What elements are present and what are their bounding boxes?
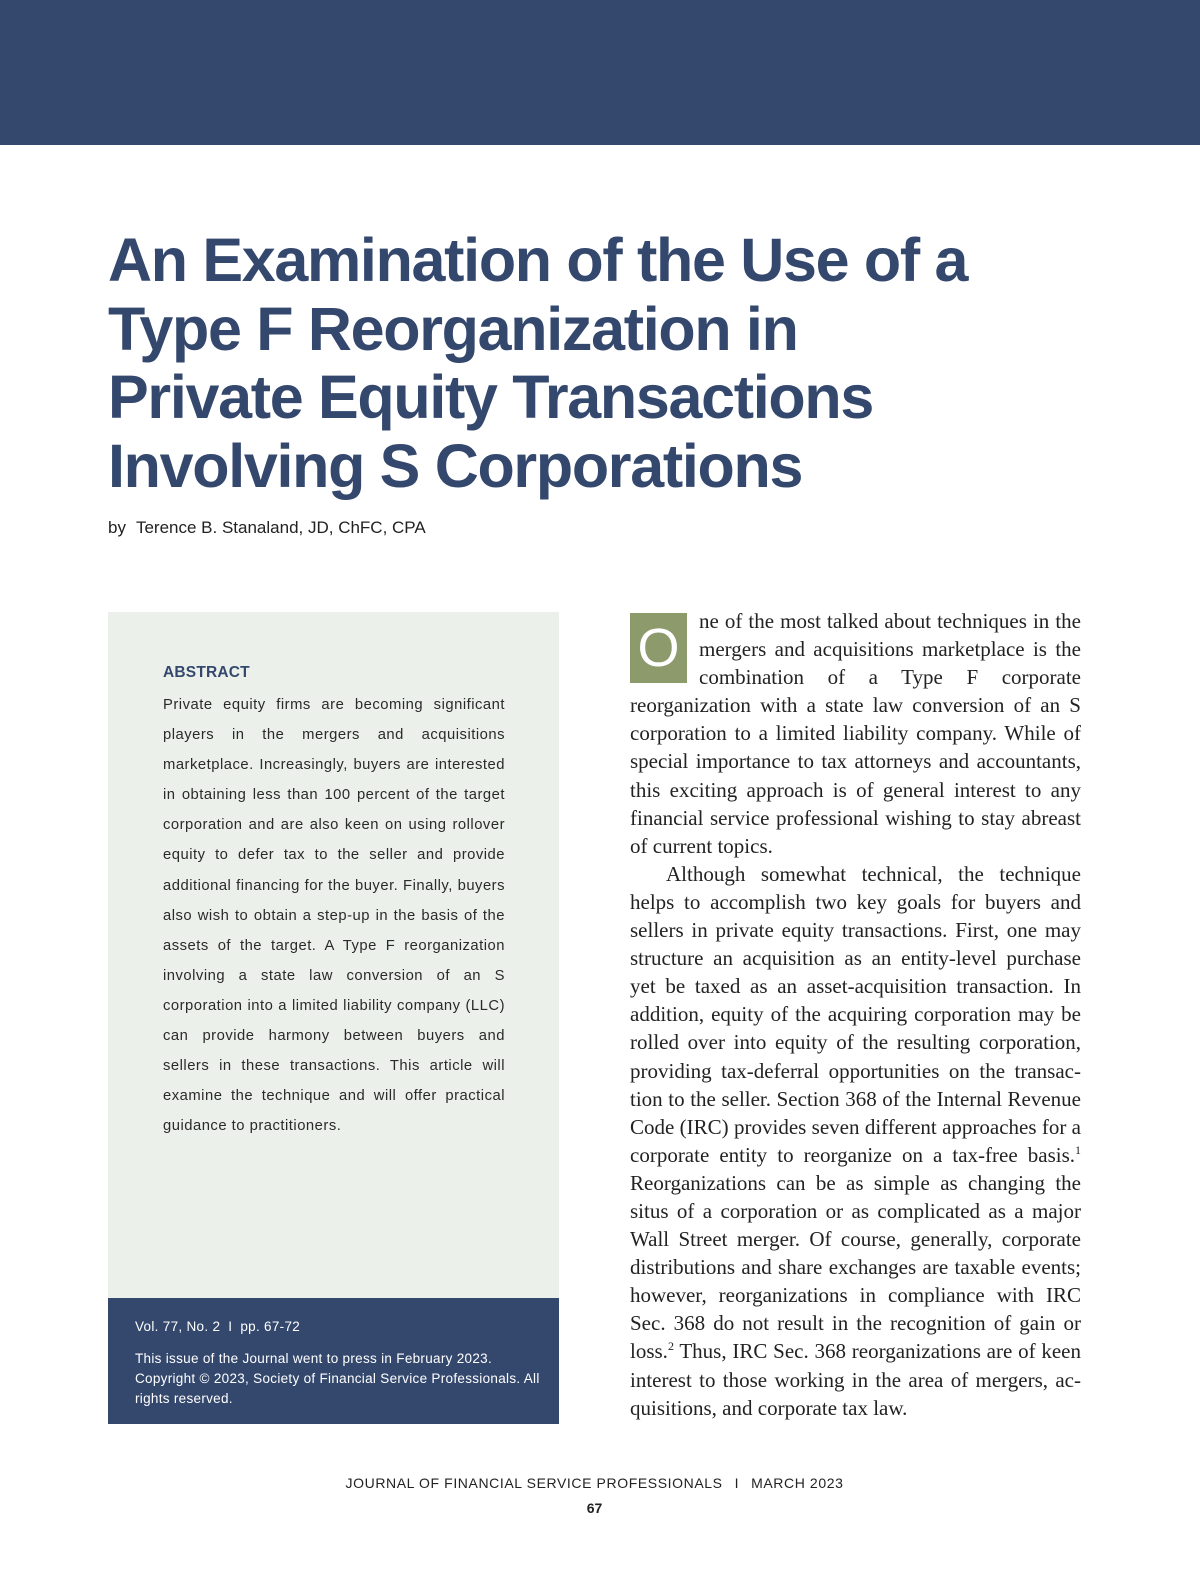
abstract-box (108, 612, 559, 1298)
byline (108, 518, 426, 538)
page-number: 67 (586, 1500, 603, 1516)
abstract-heading: ABSTRACT (163, 664, 250, 681)
issue-separator: I (228, 1319, 233, 1334)
paragraph-text: ne of the most talked about techniques in the mergers and acquisitions marketplace is the combination of a Type F corporate reorganization with a state law conversion of an S corporation to a limited liability company. While of special importance to tax attorneys and accountants, this exciting approach is of general interest to any financial service professional wishing to stay abreast of current topics. (630, 609, 1081, 858)
issue-date: MARCH 2023 (751, 1475, 844, 1491)
header-band (0, 0, 1200, 145)
issue-volume-line (135, 1319, 300, 1334)
author-name: Terence B. Stanaland, JD, ChFC, CPA (135, 518, 426, 537)
running-footer (0, 1475, 1189, 1491)
title-line: Involving S Corporations (108, 431, 803, 500)
footnote-ref: 2 (667, 1339, 674, 1354)
article-title (108, 226, 1068, 500)
issue-pages: pp. 67-72 (240, 1319, 301, 1334)
title-line: Type F Reorganization in (108, 294, 798, 363)
issue-info-box (108, 1298, 559, 1424)
body-paragraph (630, 860, 1081, 1422)
article-body (630, 607, 1081, 1422)
drop-cap: O (630, 613, 687, 683)
byline-prefix: by (108, 518, 126, 537)
footer-separator: I (734, 1475, 740, 1491)
body-paragraph (630, 607, 1081, 860)
abstract-text: Private equity firms are becoming significant players in the mergers and acquisitions marketplace. Increasingly, buyers are interested in obtaining less than 100 percent of the target corporation and are also keen on using rollover equity to defer tax to the seller and provide additional financing for the buyer. Finally, buyers also wish to obtain a step-up in the basis of the assets of the target. A Type F reorganization involving a state law conversion of an S corporation into a limited liability company (LLC) can provide harmony between buyers and sellers in these transactions. This article will examine the technique and will offer practical guidance to practitioners. (163, 697, 505, 1135)
issue-volume: Vol. 77, No. 2 (135, 1319, 221, 1334)
copyright-note: This issue of the Journal went to press in February 2023. Copyright © 2023, Society of Financial Service Professionals. All rights reserved. (135, 1351, 540, 1406)
paragraph-text: Thus, IRC Sec. 368 reorganizations are of keen interest to those working in the area of mergers, acquisitions, and corporate tax law. (630, 1339, 1081, 1420)
footnote-ref: 1 (1075, 1142, 1081, 1157)
paragraph-text: Although somewhat technical, the technique helps to accomplish two key goals for buyers and sellers in private equity transactions. First, one may structure an acquisition as an entity-level purchase yet be taxed as an asset-acquisition transaction. In addition, equity of the acquiring corporation may be rolled over into equity of the resulting corporation, providing tax-deferral opportunities on the transaction to the seller. Section 368 of the Internal Revenue Code (IRC) provides seven different approaches for a corporate entity to reorganize on a tax-free basis. (630, 861, 1081, 1167)
paragraph-text: Reorganizations can be as simple as changing the situs of a corporation or as complicated as a major Wall Street merger. Of course, generally, corporate distributions and share exchanges are taxable events; however, reorganizations in compliance with IRC Sec. 368 do not result in the recognition of gain or loss. (630, 1170, 1081, 1364)
title-line: An Examination of the Use of a (108, 226, 968, 294)
title-line: Private Equity Transactions (108, 363, 873, 431)
journal-name: JOURNAL OF FINANCIAL SERVICE PROFESSIONALS (345, 1475, 723, 1491)
